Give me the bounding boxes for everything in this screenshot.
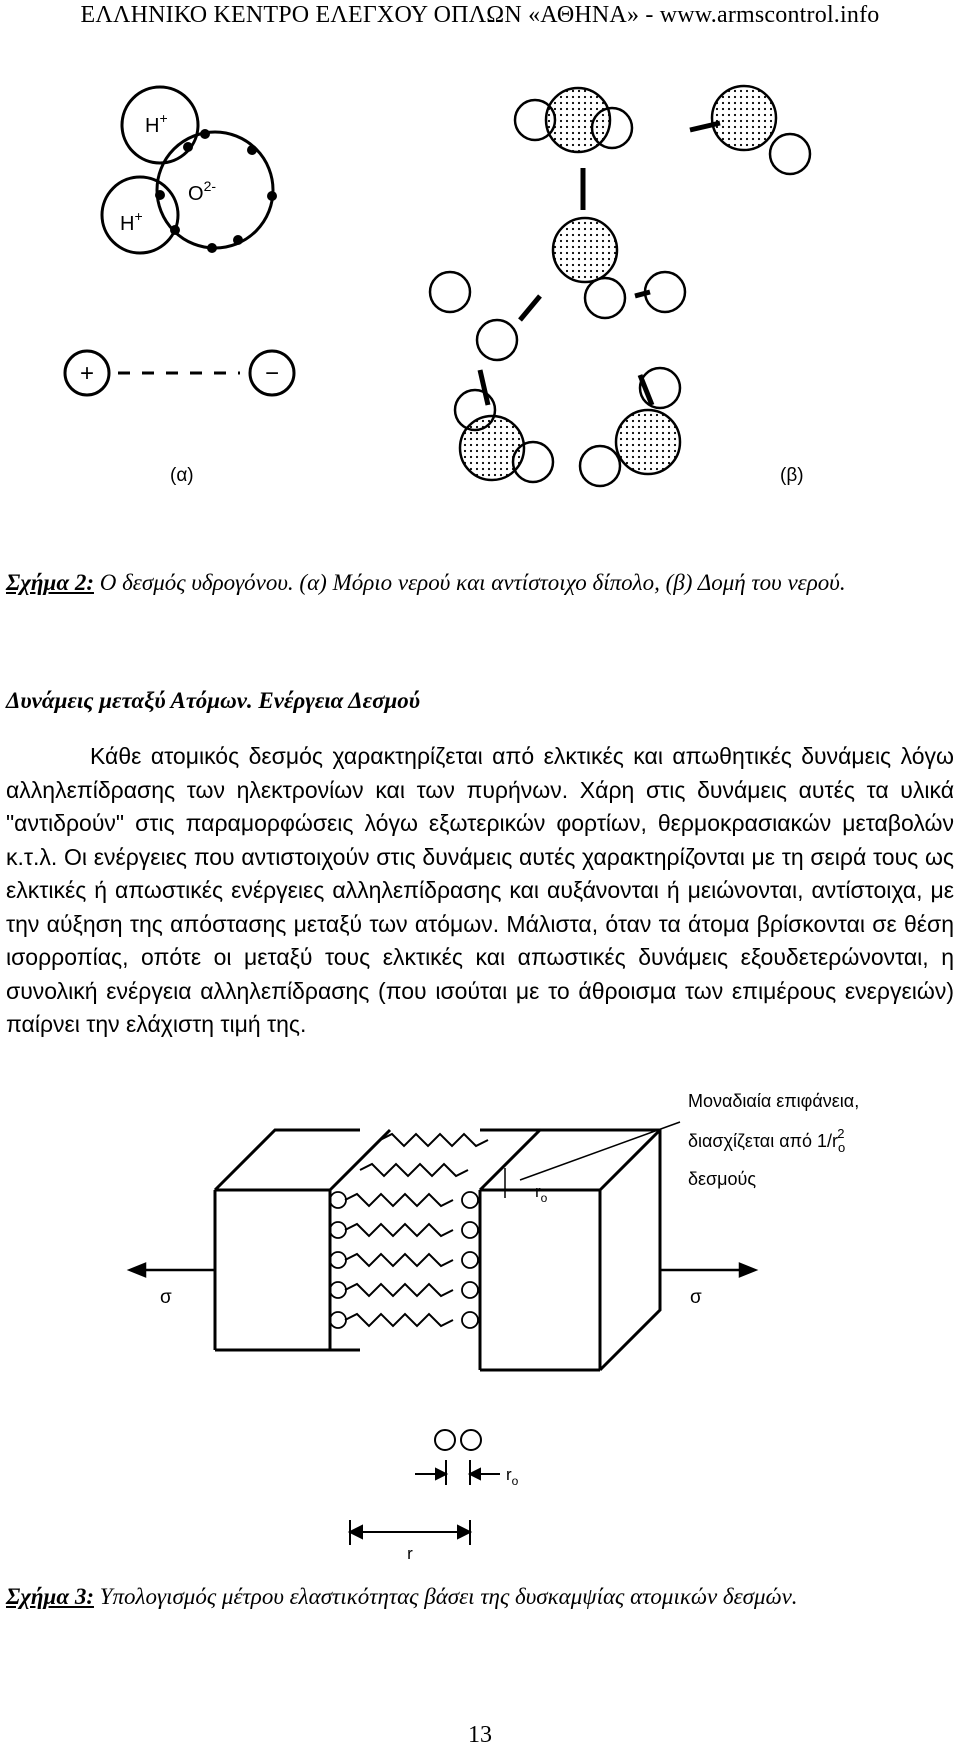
plus-sign: + xyxy=(79,360,95,387)
water-structure xyxy=(430,86,810,486)
r0-top-label: $r_o$ xyxy=(535,1182,548,1205)
r-label: r xyxy=(407,1544,413,1560)
r-dimension xyxy=(350,1520,470,1545)
label-b: (β) xyxy=(780,465,804,486)
page-header: ΕΛΛΗΝΙΚΟ ΚΕΝΤΡΟ ΕΛΕΓΧΟΥ ΟΠΛΩΝ «ΑΘΗΝΑ» - www.armscontrol.info xyxy=(80,2,880,28)
figure-3-caption-lead: Σχήμα 3: xyxy=(6,1584,94,1609)
unit-area-note-1: Μοναδιαία επιφάνεια, xyxy=(688,1091,860,1111)
split-block xyxy=(215,1130,660,1370)
sigma-left: σ xyxy=(160,1287,172,1308)
figure-2 xyxy=(0,70,960,530)
h-plus-label-bottom: H+ xyxy=(120,208,143,235)
figure-3-caption xyxy=(6,1580,956,1614)
figure-3 xyxy=(0,1080,960,1560)
figure-3-drawing xyxy=(0,1080,960,1560)
r0-bottom-label: $r_o$ xyxy=(506,1465,519,1488)
body-paragraph-text: Κάθε ατομικός δεσμός χαρακτηρίζεται από ελκτικές και απωθητικές δυνάμεις λόγω αλληλεπίδρασης των ηλεκτρονίων και των πυρήνων. Χάρη στις δυνάμεις αυτές τα υλικά "αντιδρούν" στις παραμορφώσεις λόγω εξωτερικών φορτίων, θερμοκρασιακών μεταβολών κ.τ.λ. Οι ενέργειες που αντιστοιχούν στις δυνάμεις αυτές χαρακτηρίζονται με τη σειρά τους ως ελκτικές ή απωστικές ενέργειες αλληλεπίδρασης και αυξάνονται ή μειώνονται, αντίστοιχα, με την αύξηση της απόστασης μεταξύ των ατόμων. Μάλιστα, όταν τα άτομα βρίσκονται σε θέση ισορροπίας, οπότε οι μεταξύ τους ελκτικές και απωστικές δυνάμεις εξουδετερώνονται, η συνολική ενέργεια αλληλεπίδρασης (που ισούται με το άθροισμα των επιμέρους ενεργειών) παίρνει την ελάχιστη τιμή της. xyxy=(6,743,954,1037)
unit-area-note-2: διασχίζεται από $1/r_o2$ xyxy=(688,1126,846,1155)
section-heading: Δυνάμεις μεταξύ Ατόμων. Ενέργεια Δεσμού xyxy=(6,688,421,713)
unit-area-note-3: δεσμούς xyxy=(688,1169,757,1189)
r0-dimension xyxy=(415,1460,500,1485)
minus-sign: − xyxy=(264,360,280,387)
body-paragraph xyxy=(6,740,954,1042)
dipole xyxy=(65,351,294,395)
o-label: $O^{2-}$ xyxy=(188,178,217,205)
figure-2-drawing xyxy=(0,70,960,530)
h-plus-label-top: H+ xyxy=(145,110,168,137)
figure-2-caption-text: Ο δεσμός υδρογόνου. (α) Μόριο νερού και αντίστοιχο δίπολο, (β) Δομή του νερού. xyxy=(93,570,846,595)
atom-circles xyxy=(330,1192,478,1328)
sigma-right: σ xyxy=(690,1287,702,1308)
figure-3-caption-text: Υπολογισμός μέτρου ελαστικότητας βάσει της δυσκαμψίας ατομικών δεσμών. xyxy=(93,1584,798,1609)
atom-pair xyxy=(435,1430,481,1450)
label-a: (α) xyxy=(170,465,194,486)
figure-2-caption-lead: Σχήμα 2: xyxy=(6,570,94,595)
figure-2-caption xyxy=(6,566,956,600)
page-number: 13 xyxy=(468,1722,492,1748)
